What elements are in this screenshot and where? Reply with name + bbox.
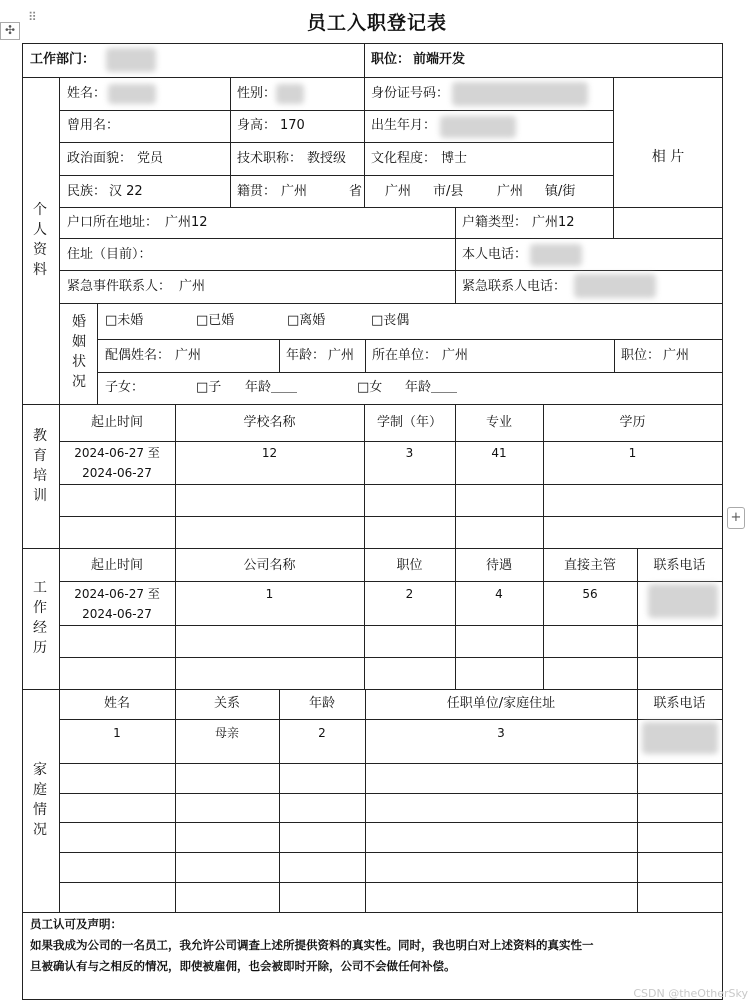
edu-row-period-start: 2024-06-27 至	[74, 446, 160, 460]
marital-option-widowed[interactable]: □丧偶	[371, 313, 410, 328]
emergency-contact-label: 紧急事件联系人：	[67, 279, 172, 294]
work-header-period: 起止时间	[90, 558, 143, 573]
tech-title-label: 技术职称：	[237, 151, 303, 166]
drag-handle-icon[interactable]: ⠿	[28, 10, 36, 24]
former-name-label: 曾用名：	[67, 118, 120, 133]
family-header-name: 姓名	[103, 696, 130, 711]
edu-header-period: 起止时间	[90, 415, 143, 430]
declaration-title: 员工认可及声明：	[30, 917, 122, 931]
native-town-value: 广州	[497, 184, 524, 199]
native-city-value: 广州	[385, 184, 412, 199]
current-address-label: 住址（目前）：	[67, 247, 152, 262]
position-value: 前端开发	[413, 52, 466, 67]
hukou-address-label: 户口所在地址：	[67, 215, 159, 230]
spouse-position-label: 职位：	[621, 348, 661, 363]
work-header-company: 公司名称	[243, 558, 296, 573]
department-label: 工作部门：	[30, 52, 96, 67]
phone-value-redacted	[530, 244, 582, 266]
work-section-label: 工 作 经 历	[33, 580, 47, 656]
edu-row-years: 3	[405, 446, 414, 460]
edu-row-period-end: 2024-06-27	[82, 466, 152, 480]
native-place-label: 籍贯：	[237, 184, 277, 199]
birth-date-label: 出生年月：	[371, 118, 437, 133]
tech-title-value: 教授级	[307, 151, 347, 166]
work-row-period-start: 2024-06-27 至	[74, 587, 160, 601]
ethnicity-label: 民族：	[67, 184, 107, 199]
spouse-age-value: 广州	[328, 348, 355, 363]
edu-header-years: 学制（年）	[376, 415, 442, 430]
table-move-handle[interactable]: ✣	[0, 22, 20, 40]
political-status-value: 党员	[137, 151, 164, 166]
children-label: 子女：	[105, 380, 145, 395]
spouse-workplace-value: 广州	[442, 348, 469, 363]
family-section-label: 家 庭 情 况	[33, 762, 47, 838]
family-row-phone-redacted	[642, 722, 718, 754]
family-row-relation: 母亲	[214, 726, 239, 740]
family-row-name: 1	[113, 726, 121, 740]
work-header-salary: 待遇	[485, 558, 512, 573]
marital-option-divorced[interactable]: □离婚	[287, 313, 326, 328]
family-header-address: 任职单位/家庭住址	[446, 696, 556, 711]
son-checkbox[interactable]: □子	[196, 380, 222, 395]
family-row-age: 2	[318, 726, 326, 740]
political-status-label: 政治面貌：	[67, 151, 133, 166]
position-label: 职位：	[371, 52, 411, 67]
height-value: 170	[280, 118, 305, 133]
work-header-phone: 联系电话	[653, 558, 706, 573]
marital-section-label: 婚 姻 状 况	[72, 314, 86, 390]
hukou-type-label: 户籍类型：	[462, 215, 528, 230]
spouse-position-value: 广州	[663, 348, 690, 363]
id-number-value-redacted	[452, 82, 588, 106]
ethnicity-value: 汉 22	[109, 184, 143, 199]
emergency-contact-value: 广州	[179, 279, 206, 294]
emergency-phone-label: 紧急联系人电话：	[462, 279, 567, 294]
education-section-label: 教 育 培 训	[33, 428, 47, 504]
spouse-age-label: 年龄：	[286, 348, 326, 363]
daughter-age: 年龄＿＿	[405, 380, 458, 395]
hukou-address-value: 广州12	[165, 215, 208, 230]
son-age: 年龄＿＿	[245, 380, 298, 395]
education-level-value: 博士	[441, 151, 468, 166]
family-header-relation: 关系	[213, 696, 240, 711]
city-unit: 市/县	[433, 184, 464, 199]
gender-value-redacted	[276, 84, 304, 104]
edu-header-school: 学校名称	[243, 415, 296, 430]
watermark: CSDN @theOtherSky	[633, 987, 748, 1000]
work-row-salary: 4	[495, 587, 503, 601]
declaration-line-2: 旦被确认有与之相反的情况，即使被雇佣，也会被即时开除，公司不会做任何补偿。	[30, 959, 456, 973]
work-row-company: 1	[265, 587, 274, 601]
work-row-supervisor: 56	[582, 587, 598, 601]
name-value-redacted	[108, 84, 156, 104]
town-unit: 镇/街	[545, 184, 576, 199]
height-label: 身高：	[237, 118, 277, 133]
add-row-button[interactable]: +	[727, 507, 745, 529]
emergency-phone-value-redacted	[574, 274, 656, 298]
family-row-address: 3	[497, 726, 505, 740]
province-unit: 省	[349, 184, 363, 199]
spouse-name-label: 配偶姓名：	[105, 348, 171, 363]
edu-header-major: 专业	[485, 415, 512, 430]
gender-label: 性别：	[237, 86, 277, 101]
edu-row-major: 41	[491, 446, 507, 460]
personal-section-label: 个 人 资 料	[33, 202, 47, 278]
education-level-label: 文化程度：	[371, 151, 437, 166]
work-header-position: 职位	[396, 558, 423, 573]
family-header-age: 年龄	[308, 696, 335, 711]
hukou-type-value: 广州12	[532, 215, 575, 230]
page-title: 员工入职登记表	[306, 12, 447, 34]
marital-option-unmarried[interactable]: □未婚	[105, 313, 144, 328]
work-row-period-end: 2024-06-27	[82, 607, 152, 621]
work-row-position: 2	[405, 587, 414, 601]
marital-option-married[interactable]: □已婚	[196, 313, 235, 328]
edu-row-school: 12	[261, 446, 278, 460]
birth-date-value-redacted	[440, 116, 516, 138]
declaration-line-1: 如果我成为公司的一名员工，我允许公司调查上述所提供资料的真实性。同时，我也明白对上述资料的真实性一	[30, 938, 594, 952]
photo-placeholder[interactable]: 相 片	[651, 149, 685, 165]
native-province-value: 广州	[281, 184, 308, 199]
phone-label: 本人电话：	[462, 247, 528, 262]
edu-header-degree: 学历	[619, 415, 646, 430]
edu-row-degree: 1	[628, 446, 637, 460]
name-label: 姓名：	[67, 86, 107, 101]
id-number-label: 身份证号码：	[371, 86, 450, 101]
work-header-supervisor: 直接主管	[563, 558, 616, 573]
daughter-checkbox[interactable]: □女	[357, 380, 383, 395]
work-row-phone-redacted	[648, 584, 718, 618]
spouse-workplace-label: 所在单位：	[372, 348, 438, 363]
spouse-name-value: 广州	[175, 348, 202, 363]
family-header-phone: 联系电话	[653, 696, 706, 711]
department-value-redacted	[106, 48, 156, 72]
